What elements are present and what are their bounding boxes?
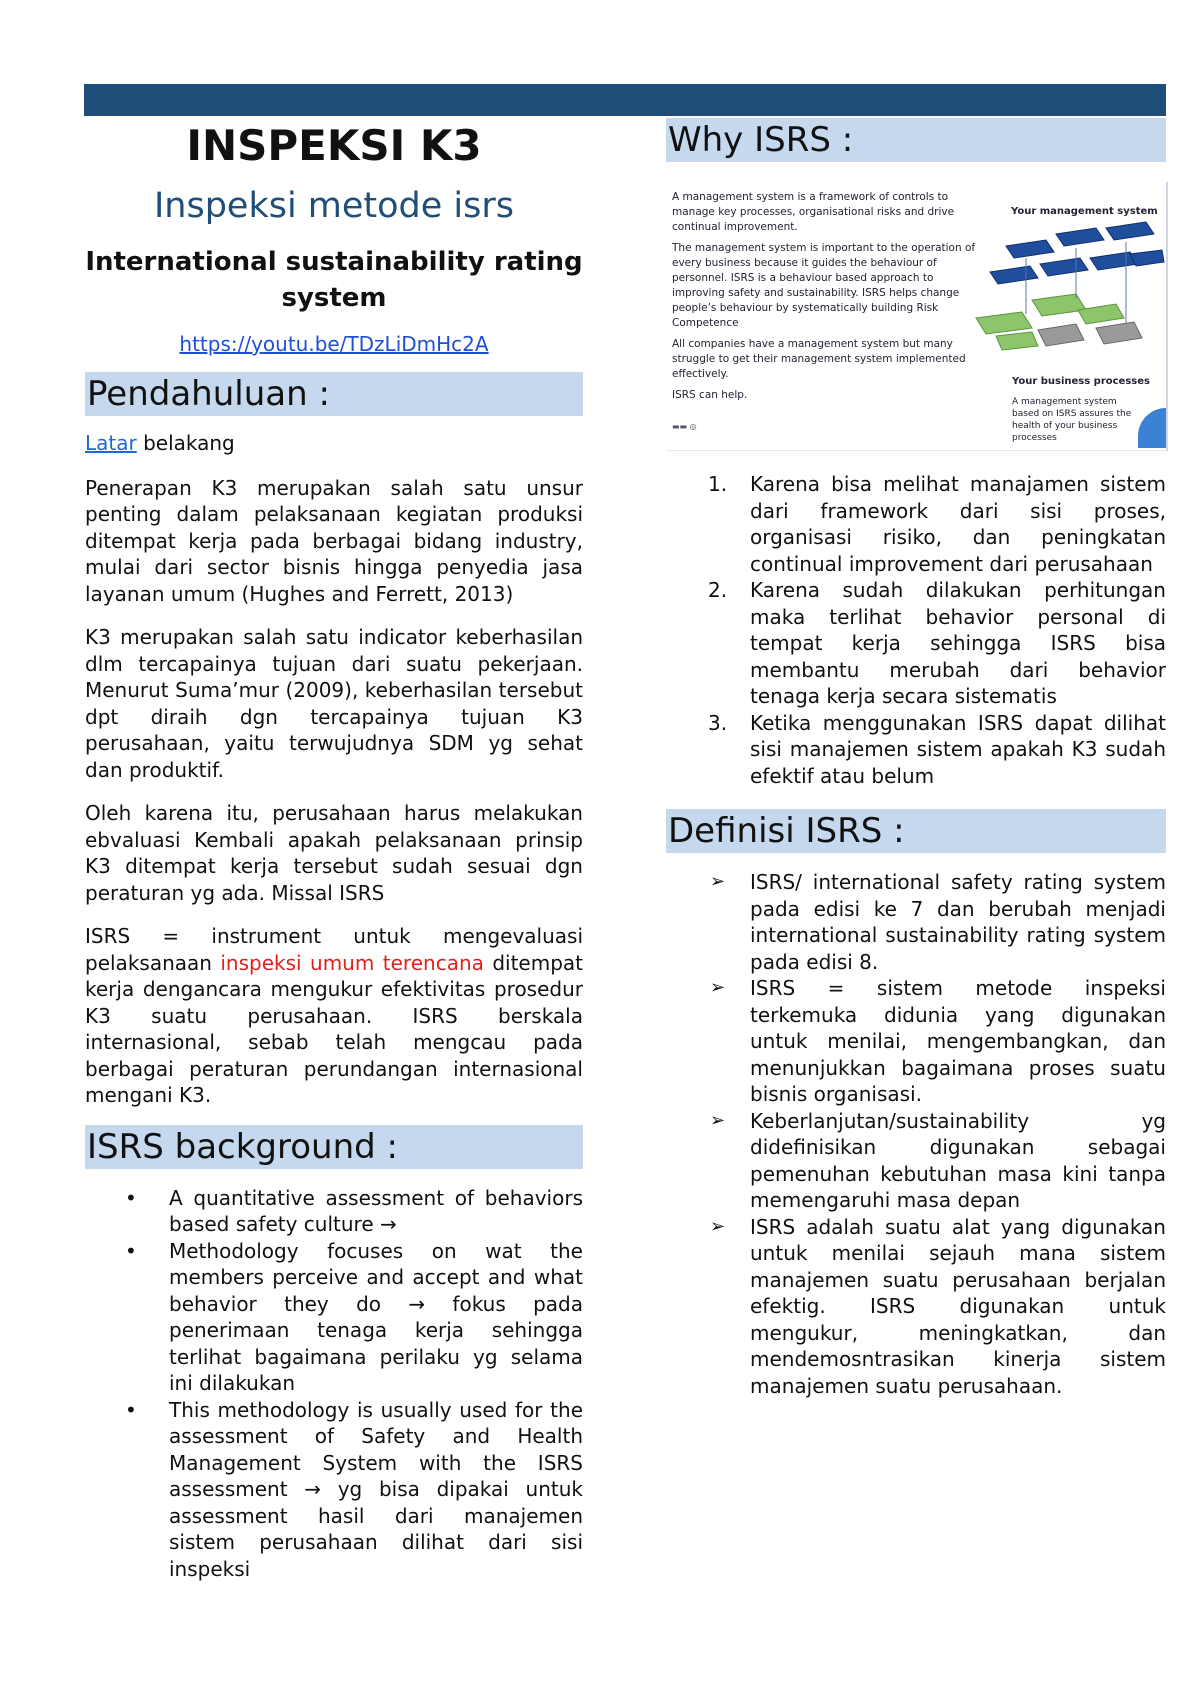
list-item-text: This methodology is usually used for the assessment of Safety and Health Management System with the ISRS assessment → yg bisa dipakai untuk assessment hasil dari manajemen sistem perusahaan dilihat dari sisi inspeksi [169,1397,583,1581]
p4-text-a: ISRS = instrument untuk mengevaluasi pelaksanaan [85,924,583,975]
figure-label-top: Your management system [1011,206,1158,217]
list-item [85,1397,583,1583]
list-number: 1. [708,472,728,496]
list-item [666,975,1166,1108]
list-item-text: Karena bisa melihat manajamen sistem dari framework dari sisi proses, organisasi risiko, dan peningkatan continual improvement dari perusahaan [750,472,1166,576]
figure-text [672,190,977,409]
section-heading-background: ISRS background : [85,1125,583,1169]
definisi-list [666,869,1166,1399]
section-heading-why: Why ISRS : [666,118,1166,162]
arrow-bullet-icon: ➢ [710,1215,726,1237]
arrow-bullet-icon: ➢ [710,977,726,998]
paragraph-4 [85,923,583,1109]
left-column [85,118,583,1582]
list-item [666,869,1166,975]
p4-highlight: inspeksi umum terencana [220,950,484,975]
list-item [666,577,1166,710]
paragraph-3: Oleh karena itu, perusahaan harus melakukan ebvaluasi Kembali apakah pelaksanaan prinsip K3 ditempat kerja tersebut sudah sesuai dgn peraturan yg ada. Missal ISRS [85,801,583,905]
latar-belakang-line [85,430,583,457]
bullet-icon: • [125,1185,137,1210]
background-list [85,1185,583,1583]
section-heading-pendahuluan: Pendahuluan : [85,372,583,416]
page-subtitle: Inspeksi metode isrs [153,186,515,226]
list-item-text: ISRS adalah suatu alat yang digunakan untuk menilai sejauh mana sistem manajemen suatu perusahaan berjalan efektig. ISRS digunakan untuk mengukur, meningkatkan, dan mendemosntrasikan kinerja sistem manajemen suatu perusahaan. [750,1214,1166,1398]
list-item [666,471,1166,577]
arrow-bullet-icon: ➢ [710,1109,726,1131]
list-item [666,710,1166,790]
figure-logo-icon: ▬▬ ◎ [672,422,697,431]
management-system-graphic [966,218,1166,378]
list-item-text: ISRS = sistem metode inspeksi terkemuka didunia yang digunakan untuk menilai, mengembangkan, dan menunjukkan bagaimana proses suatu bisnis organisasi. [750,976,1166,1106]
arrow-bullet-icon: ➢ [710,871,726,892]
why-list [666,471,1166,789]
figure-text-3: All companies have a management system but many struggle to get their management system implemented effectively. [672,338,966,380]
video-link[interactable]: https://youtu.be/TDzLiDmHc2A [179,332,489,356]
p4-text-b: ditempat kerja dengancara mengukur efektivitas prosedur K3 suatu perusahaan. ISRS berskala internasional, sebab telah mengcau pada berbagai peraturan perundangan internasional mengani K3. [85,950,583,1107]
figure-text-4: ISRS can help. [672,389,748,401]
list-item-text: A quantitative assessment of behaviors based safety culture → [169,1185,583,1236]
list-number: 2. [708,578,728,602]
page-title: INSPEKSI K3 [186,121,482,170]
list-item-text: Ketika menggunakan ISRS dapat dilihat sisi manajemen sistem apakah K3 sudah efektif atau belum [750,710,1166,788]
figure-text-2: The management system is important to the operation of every business because it guides the behaviour of personnel. ISRS is a behaviour based approach to improving safety and sustainability. ISRS helps change people’s behaviour by systematically building Risk Competence [672,242,976,329]
paragraph-2: K3 merupakan salah satu indicator keberhasilan dlm tercapainya tujuan dari suatu pekerjaan. Menurut Suma’mur (2009), keberhasilan tersebut dpt diraih dgn tercapainya tujuan K3 perusahaan, yaitu terwujudnya SDM yg sehat dan produktif. [85,625,583,782]
list-item-text: Karena sudah dilakukan perhitungan maka terlihat behavior personal di tempat kerja sehingga ISRS bisa membantu merubah dari behavior tenaga kerja secara sistematis [750,578,1166,708]
figure-note: A management system based on ISRS assures the health of your business processes [1012,397,1132,443]
list-item [666,1214,1166,1400]
paragraph-1: Penerapan K3 merupakan salah satu unsur penting dalam pelaksanaan kegiatan produksi ditempat kerja pada berbagai bidang industry, mulai dari sector bisnis hingga penyedia jasa layanan umum (Hughes and Ferrett, 2013) [85,475,583,606]
figure-label-bottom: Your business processes [1012,376,1150,387]
list-item [85,1185,583,1238]
list-item-text: Methodology focuses on wat the members perceive and accept and what behavior they do → fokus pada penerimaan tenaga kerja sehingga terlihat bagaimana perilaku yg selama ini dilakukan [169,1238,583,1395]
figure-text-1: A management system is a framework of controls to manage key processes, organisational risks and drive continual improvement. [672,191,955,233]
latar-rest: belakang [136,431,235,455]
bullet-icon: • [125,1397,137,1422]
list-item [666,1108,1166,1214]
header-bar [84,84,1166,116]
list-item [85,1238,583,1397]
right-column [666,118,1166,1399]
bullet-icon: • [125,1238,137,1263]
latar-link[interactable]: Latar [85,431,137,455]
figure-corner-shape [1138,408,1166,448]
list-item-text: Keberlanjutan/sustainability yg didefinisikan digunakan sebagai pemenuhan kebutuhan masa kini tanpa memengaruhi masa depan [750,1108,1166,1212]
section-heading-definisi: Definisi ISRS : [666,809,1166,853]
list-number: 3. [708,710,728,735]
isrs-figure [666,182,1168,451]
list-item-text: ISRS/ international safety rating system pada edisi ke 7 dan berubah menjadi international sustainability rating system pada edisi 8. [750,870,1166,974]
page-subsubtitle: International sustainability rating system [85,247,583,313]
